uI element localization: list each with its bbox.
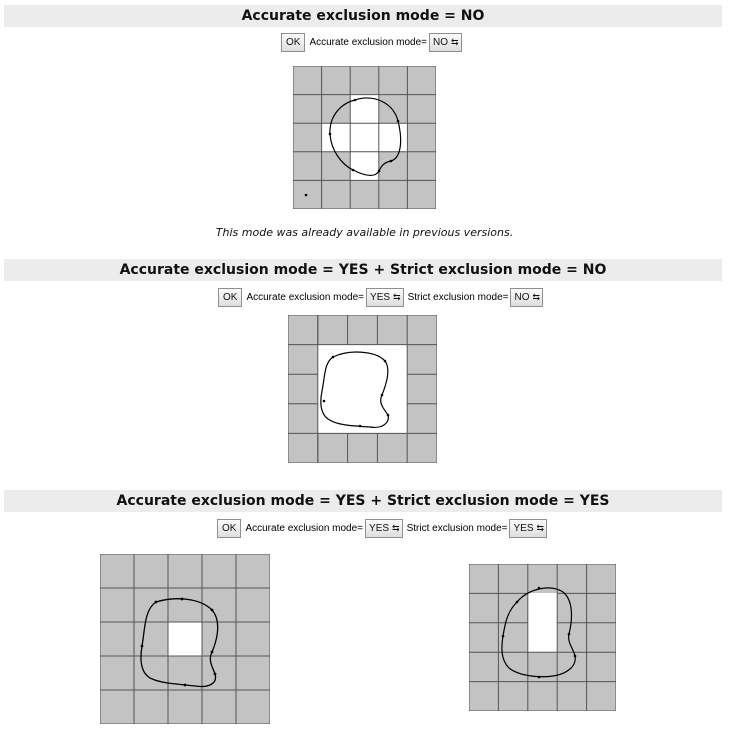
accurate-exclusion-label: Accurate exclusion mode= [309, 37, 428, 48]
grid-figure-3a [100, 554, 270, 724]
accurate-exclusion-label: Accurate exclusion mode= [245, 523, 364, 534]
excluded-region [321, 123, 407, 152]
ok-button[interactable]: OK [218, 288, 242, 307]
cycle-arrows-icon: ⇆ [393, 292, 400, 302]
section-1-toolbar [281, 33, 462, 52]
excluded-region [168, 622, 202, 656]
section-1-title: Accurate exclusion mode = NO [4, 5, 722, 27]
accurate-exclusion-value: YES [370, 292, 391, 303]
grid-figure-3b [469, 564, 616, 711]
excluded-region [528, 593, 557, 652]
accurate-exclusion-toggle[interactable] [429, 33, 462, 52]
grid-figure-1 [293, 66, 436, 209]
strict-exclusion-toggle[interactable] [509, 519, 547, 538]
section-2-title: Accurate exclusion mode = YES + Strict exclusion mode = NO [4, 259, 722, 281]
cycle-arrows-icon: ⇆ [532, 292, 540, 302]
section-3-title: Accurate exclusion mode = YES + Strict exclusion mode = YES [4, 490, 722, 512]
strict-exclusion-toggle[interactable] [510, 288, 543, 307]
cycle-arrows-icon: ⇆ [392, 523, 399, 533]
section-3-toolbar [217, 519, 547, 538]
strict-exclusion-value: YES [513, 523, 534, 534]
accurate-exclusion-toggle[interactable] [366, 288, 404, 307]
grid-figure-2 [288, 315, 437, 463]
strict-exclusion-label: Strict exclusion mode= [407, 292, 509, 303]
ok-button[interactable]: OK [217, 519, 241, 538]
accurate-exclusion-value: NO [433, 37, 449, 48]
ok-button[interactable]: OK [281, 33, 305, 52]
section-1-caption: This mode was already available in previous versions. [215, 226, 514, 239]
cycle-arrows-icon: ⇆ [536, 523, 544, 533]
cycle-arrows-icon: ⇆ [451, 37, 458, 47]
strict-exclusion-value: NO [514, 292, 530, 303]
accurate-exclusion-value: YES [369, 523, 390, 534]
accurate-exclusion-label: Accurate exclusion mode= [246, 292, 365, 303]
strict-exclusion-label: Strict exclusion mode= [406, 523, 508, 534]
accurate-exclusion-toggle[interactable] [365, 519, 403, 538]
section-2-toolbar [218, 288, 543, 307]
